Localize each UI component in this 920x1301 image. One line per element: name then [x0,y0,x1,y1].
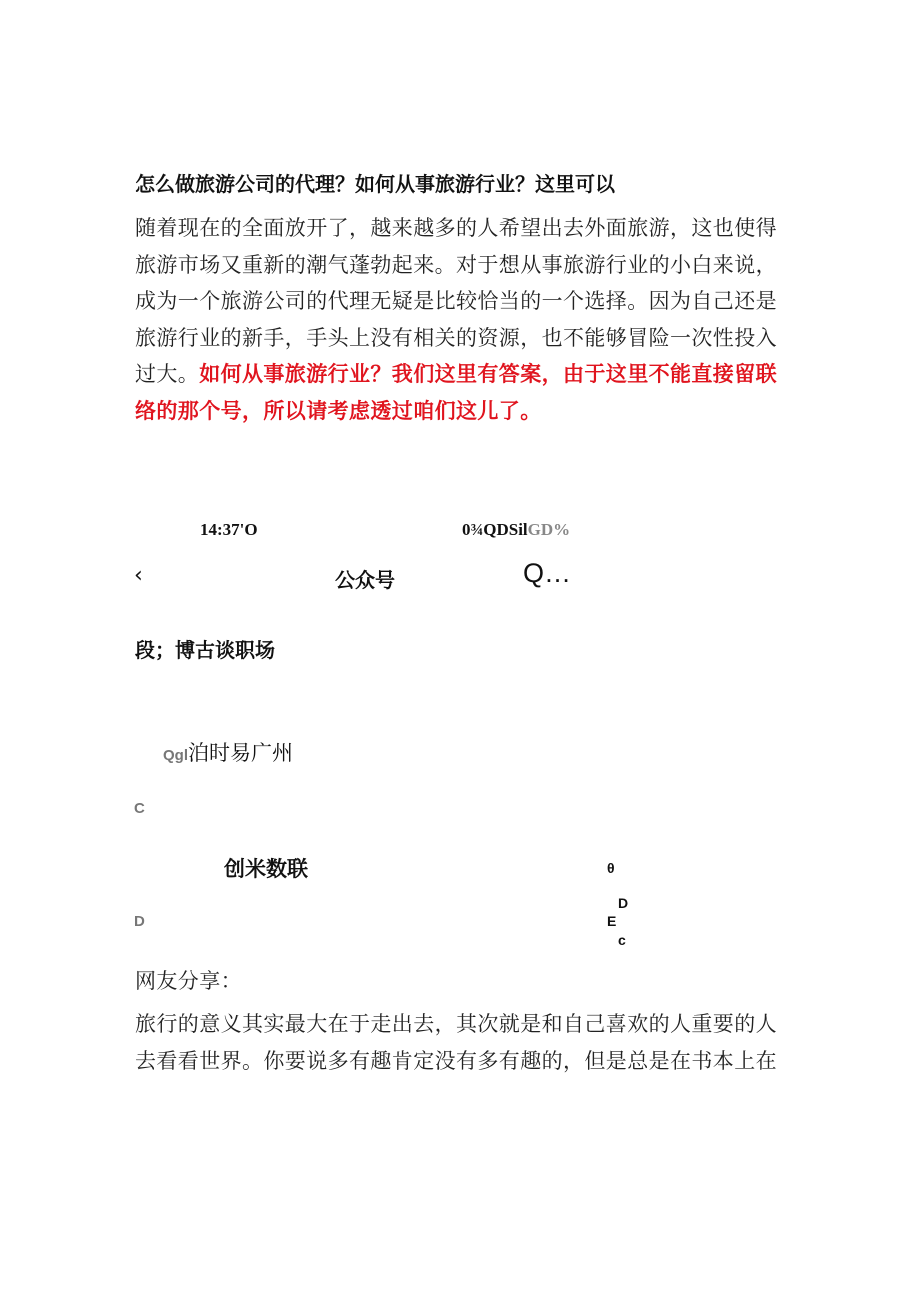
status-bar-time: 14:37'O [200,520,258,539]
share-label: 网友分享： [135,969,242,993]
paragraph-line: 成为一个旅游公司的代理无疑是比较恰当的一个选择。因为自己还是 [135,289,777,313]
paragraph-line: 旅游行业的新手，手头上没有相关的资源，也不能够冒险一次性投入 [135,325,777,350]
search-icon[interactable]: Q… [523,558,572,588]
paragraph-line: 旅行的意义其实最大在于走出去，其次就是和自己喜欢的人重要的人 [135,1012,777,1036]
paragraph-line: 旅游市场又重新的潮气蓬勃起来。对于想从事旅游行业的小白来说， [135,252,777,277]
theta-icon: θ [607,860,615,876]
highlight-text: 络的那个号，所以请考虑透过咱们这儿了。 [135,397,542,423]
paragraph-tail: 过大。 [135,362,200,386]
paragraph-line-mixed [135,356,795,393]
paragraph-line: 随着现在的全面放开了，越来越多的人希望出去外面旅游，这也使得 [135,216,777,240]
status-bar-indicators [462,520,570,540]
marker-c-small: c [618,932,626,948]
marker-d-right: D [618,895,629,911]
back-icon[interactable]: ‹ [134,563,143,588]
battery-indicator: GD% [527,520,571,539]
highlight-text: 如何从事旅游行业？我们这里有答案，由于这里不能直接留联 [199,361,778,386]
marker-c: C [134,800,145,817]
section-label: 段；博古谈职场 [135,638,275,662]
marker-e: E [607,913,617,929]
article-title: 怎么做旅游公司的代理？如何从事旅游行业？这里可以 [135,172,615,196]
status-indicators-text: 0¾QDSil [462,520,528,539]
share-paragraph [135,1006,795,1079]
account-prefix: Qgl [163,747,188,764]
account-item[interactable] [163,737,293,767]
nav-title: 公众号 [335,568,395,592]
account-item[interactable]: 创米数联 [224,857,308,881]
account-name: 泊时易广州 [188,741,293,765]
paragraph-line: 去看看世界。你要说多有趣肯定没有多有趣的，但是总是在书本上在 [135,1048,777,1073]
article-paragraph [135,210,795,429]
marker-d: D [134,913,145,930]
